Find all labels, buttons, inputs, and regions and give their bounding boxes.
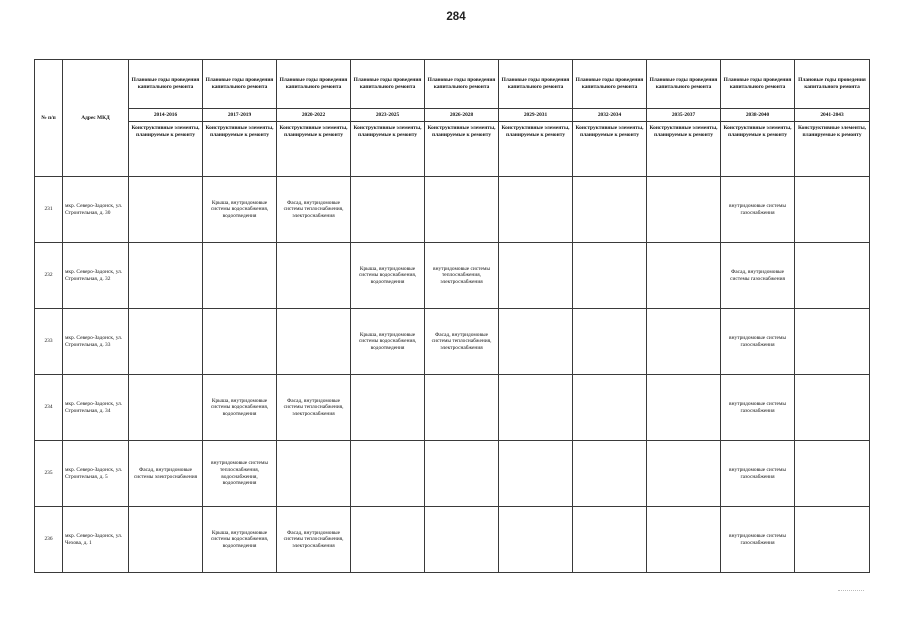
repair-cell <box>425 507 499 573</box>
repair-cell <box>425 441 499 507</box>
period-title-header: Плановые годы проведения капитального ремонта <box>647 60 721 109</box>
repair-cell: Фасад, внутридомовые системы электроснабжения <box>129 441 203 507</box>
period-years-header: 2032-2034 <box>573 109 647 122</box>
period-years-header: 2035-2037 <box>647 109 721 122</box>
elements-header: Конструктивные элементы, планируемые к ремонту <box>277 122 351 177</box>
repair-cell: Фасад, внутридомовые системы теплоснабжения, электроснабжения <box>277 177 351 243</box>
table-row <box>35 243 870 309</box>
repair-cell <box>647 309 721 375</box>
repair-cell: Крыша, внутридомовые системы водоснабжения, водоотведения <box>203 375 277 441</box>
repair-cell <box>351 507 425 573</box>
repair-cell <box>351 375 425 441</box>
repair-cell <box>499 177 573 243</box>
repair-cell <box>647 441 721 507</box>
period-years-header: 2014-2016 <box>129 109 203 122</box>
repair-cell <box>351 177 425 243</box>
repair-cell <box>795 243 870 309</box>
period-title-header: Плановые годы проведения капитального ремонта <box>795 60 870 109</box>
repair-cell <box>647 243 721 309</box>
repair-cell <box>573 441 647 507</box>
repair-cell <box>203 309 277 375</box>
period-years-header: 2038-2040 <box>721 109 795 122</box>
period-years-header: 2026-2028 <box>425 109 499 122</box>
repair-cell <box>499 243 573 309</box>
repair-cell: Фасад, внутридомовые системы теплоснабжения, электроснабжения <box>277 375 351 441</box>
repair-cell <box>795 309 870 375</box>
period-title-header: Плановые годы проведения капитального ремонта <box>351 60 425 109</box>
repair-cell: Фасад, внутридомовые системы теплоснабжения, электроснабжения <box>425 309 499 375</box>
repair-cell <box>573 177 647 243</box>
repair-cell <box>647 507 721 573</box>
repair-cell <box>573 309 647 375</box>
repair-cell <box>573 243 647 309</box>
repair-cell <box>425 375 499 441</box>
repair-cell: Крыша, внутридомовые системы водоснабжения, водоотведения <box>351 243 425 309</box>
repair-cell <box>129 243 203 309</box>
period-title-header: Плановые годы проведения капитального ремонта <box>721 60 795 109</box>
table-row <box>35 375 870 441</box>
repair-cell: Крыша, внутридомовые системы водоснабжения, водоотведения <box>203 507 277 573</box>
row-number: 233 <box>35 309 63 375</box>
repair-cell <box>277 309 351 375</box>
table-row <box>35 507 870 573</box>
num-column-header: № п/п <box>35 60 63 177</box>
elements-header: Конструктивные элементы, планируемые к ремонту <box>647 122 721 177</box>
scan-artifact <box>838 590 864 593</box>
repair-cell <box>795 507 870 573</box>
repair-cell: Крыша, внутридомовые системы водоснабжения, водоотведения <box>203 177 277 243</box>
row-number: 236 <box>35 507 63 573</box>
elements-header: Конструктивные элементы, планируемые к ремонту <box>203 122 277 177</box>
period-years-header: 2023-2025 <box>351 109 425 122</box>
repair-cell <box>647 375 721 441</box>
repair-cell: Фасад, внутридомовые системы газоснабжения <box>721 243 795 309</box>
row-address: мкр. Северо-Задонск, ул. Строительная, д. 34 <box>63 375 129 441</box>
repair-cell: внутридомовые системы газоснабжения <box>721 375 795 441</box>
period-years-header: 2017-2019 <box>203 109 277 122</box>
elements-header: Конструктивные элементы, планируемые к ремонту <box>499 122 573 177</box>
repair-cell: внутридомовые системы газоснабжения <box>721 177 795 243</box>
row-address: мкр. Северо-Задонск, ул. Строительная, д. 5 <box>63 441 129 507</box>
repair-cell <box>499 441 573 507</box>
repair-cell <box>129 309 203 375</box>
repair-cell: Фасад, внутридомовые системы теплоснабжения, электроснабжения <box>277 507 351 573</box>
period-title-header: Плановые годы проведения капитального ремонта <box>277 60 351 109</box>
capital-repair-schedule-table <box>34 59 870 573</box>
elements-header: Конструктивные элементы, планируемые к ремонту <box>721 122 795 177</box>
repair-cell <box>351 441 425 507</box>
repair-cell: внутридомовые системы теплоснабжения, электроснабжения <box>425 243 499 309</box>
elements-header: Конструктивные элементы, планируемые к ремонту <box>795 122 870 177</box>
repair-cell <box>795 177 870 243</box>
repair-cell: внутридомовые системы газоснабжения <box>721 309 795 375</box>
period-years-header: 2029-2031 <box>499 109 573 122</box>
period-years-header: 2020-2022 <box>277 109 351 122</box>
row-address: мкр. Северо-Задонск, ул. Строительная, д. 33 <box>63 309 129 375</box>
repair-cell <box>795 441 870 507</box>
repair-cell <box>573 507 647 573</box>
row-number: 231 <box>35 177 63 243</box>
repair-cell: внутридомовые системы газоснабжения <box>721 507 795 573</box>
repair-cell <box>499 309 573 375</box>
row-address: мкр. Северо-Задонск, ул. Строительная, д. 30 <box>63 177 129 243</box>
table-row <box>35 177 870 243</box>
row-number: 235 <box>35 441 63 507</box>
period-title-header: Плановые годы проведения капитального ремонта <box>425 60 499 109</box>
period-title-header: Плановые годы проведения капитального ремонта <box>573 60 647 109</box>
period-years-header: 2041-2043 <box>795 109 870 122</box>
page-number: 284 <box>446 11 466 23</box>
row-number: 232 <box>35 243 63 309</box>
repair-cell: Крыша, внутридомовые системы водоснабжения, водоотведения <box>351 309 425 375</box>
repair-cell <box>129 507 203 573</box>
period-title-header: Плановые годы проведения капитального ремонта <box>499 60 573 109</box>
address-column-header: Адрес МКД <box>63 60 129 177</box>
row-address: мкр. Северо-Задонск, ул. Чехова, д. 1 <box>63 507 129 573</box>
repair-cell: внутридомовые системы теплоснабжения, водоснабжения, водоотведения <box>203 441 277 507</box>
repair-cell <box>499 507 573 573</box>
repair-cell <box>129 177 203 243</box>
period-title-header: Плановые годы проведения капитального ремонта <box>129 60 203 109</box>
repair-cell <box>573 375 647 441</box>
row-number: 234 <box>35 375 63 441</box>
repair-cell: внутридомовые системы газоснабжения <box>721 441 795 507</box>
elements-header: Конструктивные элементы, планируемые к ремонту <box>425 122 499 177</box>
repair-cell <box>425 177 499 243</box>
repair-cell <box>203 243 277 309</box>
repair-cell <box>277 243 351 309</box>
table-row <box>35 309 870 375</box>
elements-header: Конструктивные элементы, планируемые к ремонту <box>351 122 425 177</box>
row-address: мкр. Северо-Задонск, ул. Строительная, д. 32 <box>63 243 129 309</box>
repair-cell <box>795 375 870 441</box>
repair-cell <box>277 441 351 507</box>
repair-cell <box>129 375 203 441</box>
repair-cell <box>499 375 573 441</box>
table-row <box>35 441 870 507</box>
elements-header: Конструктивные элементы, планируемые к ремонту <box>573 122 647 177</box>
elements-header: Конструктивные элементы, планируемые к ремонту <box>129 122 203 177</box>
repair-cell <box>647 177 721 243</box>
period-title-header: Плановые годы проведения капитального ремонта <box>203 60 277 109</box>
